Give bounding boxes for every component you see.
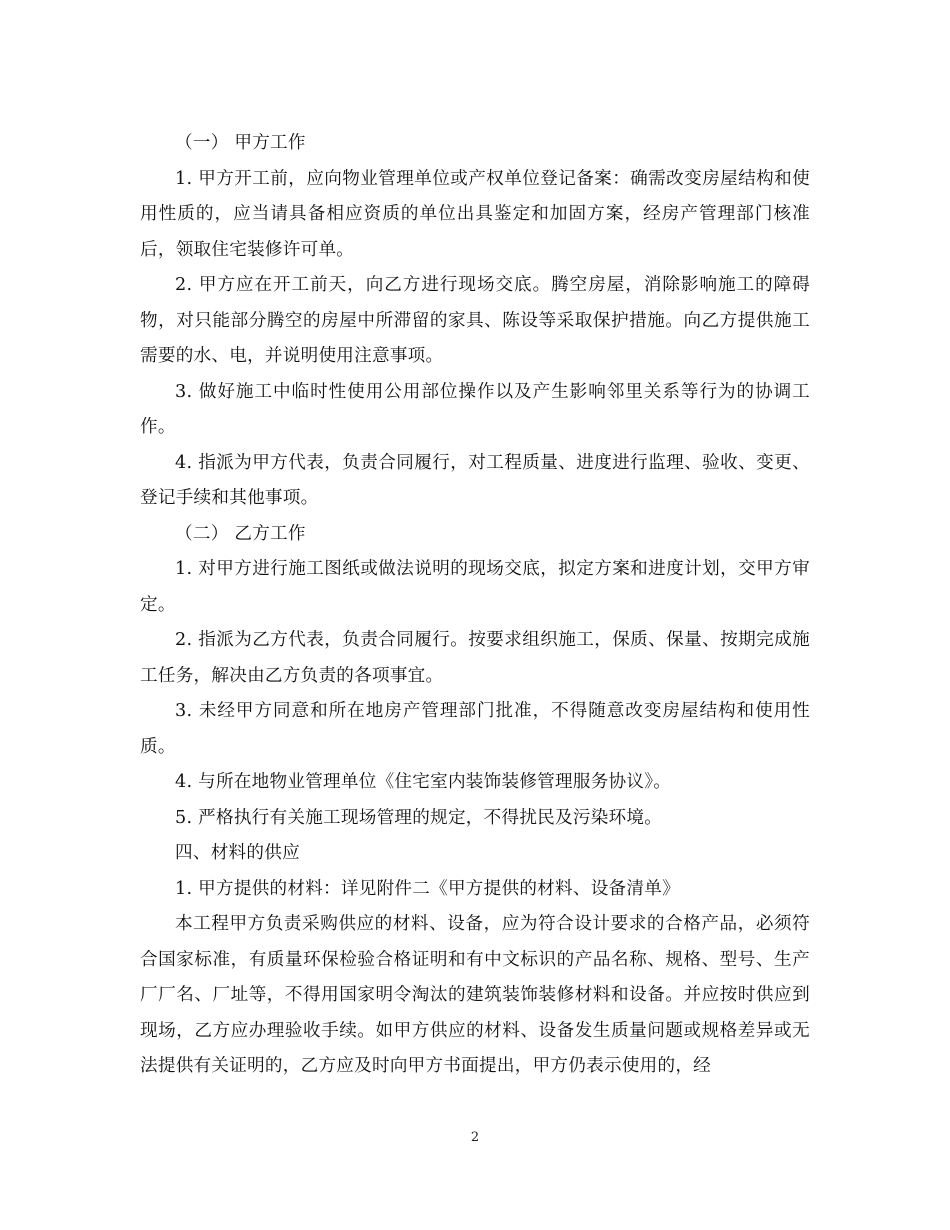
section-heading-materials: 四、材料的供应 (175, 843, 300, 863)
paragraph-a4: 4. 指派为甲方代表，负责合同履行，对工程质量、进度进行监理、验收、变更、登记手续和其他事项。 (140, 452, 810, 508)
page-number: 2 (470, 1130, 480, 1145)
section-heading-party-a: （一） 甲方工作 (175, 133, 306, 153)
paragraph-b5: 5. 严格执行有关施工现场管理的规定，不得扰民及污染环境。 (175, 807, 663, 828)
paragraph-b3: 3. 未经甲方同意和所在地房产管理部门批准，不得随意改变房屋结构和使用性质。 (140, 701, 810, 757)
paragraph-a1: 1. 甲方开工前，应向物业管理单位或产权单位登记备案：确需改变房屋结构和使用性质的，应当请具备相应资质的单位出具鉴定和加固方案，经房产管理部门核准后，领取住宅装修许可单。 (140, 168, 810, 260)
paragraph-b1: 1. 对甲方进行施工图纸或做法说明的现场交底，拟定方案和进度计划，交甲方审定。 (140, 559, 810, 615)
document-body (140, 126, 810, 1085)
paragraph-b2: 2. 指派为乙方代表，负责合同履行。按要求组织施工，保质、保量、按期完成施工任务，解决由乙方负责的各项事宜。 (140, 630, 810, 686)
paragraph-materials-1: 1. 甲方提供的材料：详见附件二《甲方提供的材料、设备清单》 (175, 878, 680, 899)
paragraph-materials-body: 本工程甲方负责采购供应的材料、设备，应为符合设计要求的合格产品，必须符合国家标准，有质量环保检验合格证明和有中文标识的产品名称、规格、型号、生产厂厂名、厂址等，不得用国家明令淘汰的建筑装饰装修材料和设备。并应按时供应到现场，乙方应办理验收手续。如甲方供应的材料、设备发生质量问题或规格差异或无法提供有关证明的，乙方应及时向甲方书面提出，甲方仍表示使用的，经 (140, 914, 810, 1076)
paragraph-b4: 4. 与所在地物业管理单位《住宅室内装饰装修管理服务协议》。 (175, 772, 672, 792)
section-heading-party-b: （二） 乙方工作 (175, 523, 306, 544)
paragraph-a3: 3. 做好施工中临时性使用公用部位操作以及产生影响邻里关系等行为的协调工作。 (140, 381, 810, 437)
paragraph-a2: 2. 甲方应在开工前天，向乙方进行现场交底。腾空房屋，消除影响施工的障碍物，对只能部分腾空的房屋中所滞留的家具、陈设等采取保护措施。向乙方提供施工需要的水、电，并说明使用注意事项。 (140, 275, 810, 366)
